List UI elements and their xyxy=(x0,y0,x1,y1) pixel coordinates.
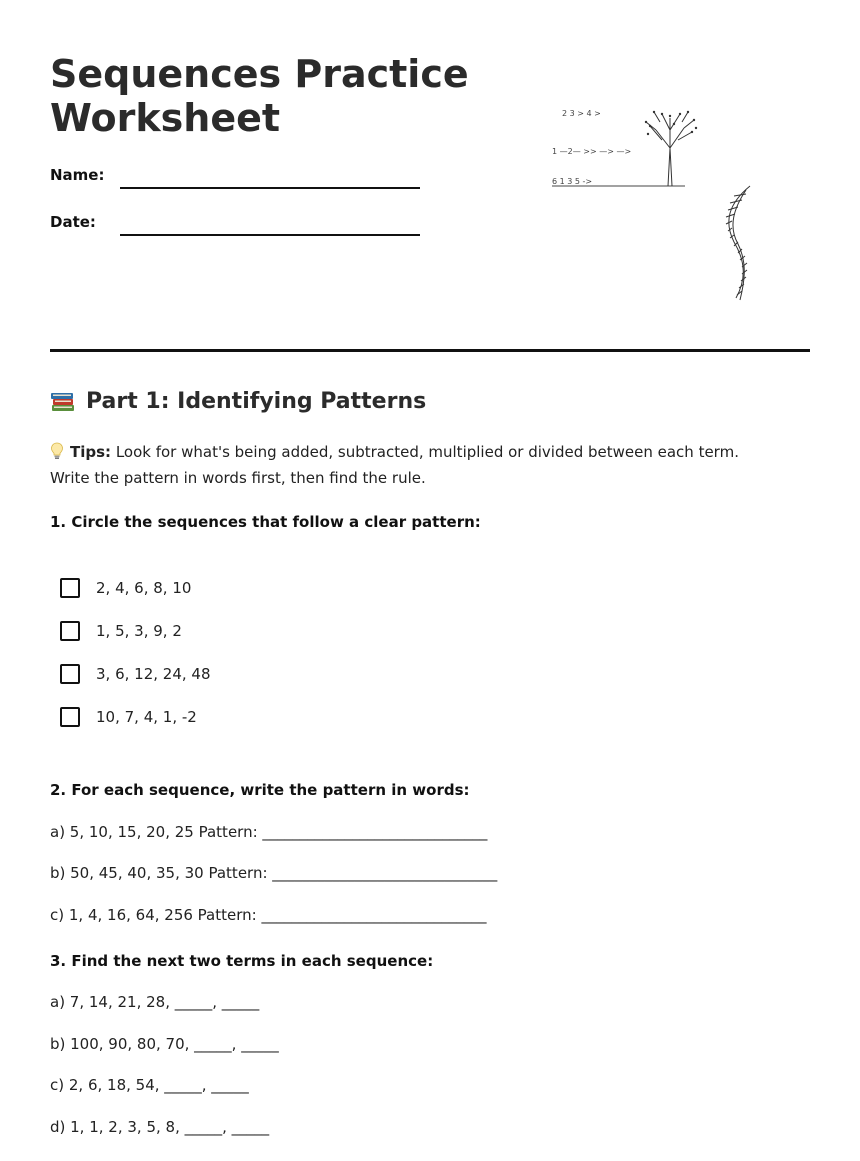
option-row[interactable] xyxy=(60,576,191,600)
option-checkbox[interactable] xyxy=(60,664,80,684)
question-2-item[interactable]: a) 5, 10, 15, 20, 25 Pattern: ______________________________ xyxy=(50,823,488,841)
question-2-item[interactable]: c) 1, 4, 16, 64, 256 Pattern: ______________________________ xyxy=(50,906,487,924)
option-row[interactable] xyxy=(60,705,197,729)
question-3-prompt: 3. Find the next two terms in each sequence: xyxy=(50,952,434,970)
question-1-prompt: 1. Circle the sequences that follow a clear pattern: xyxy=(50,513,481,531)
books-icon xyxy=(50,388,76,414)
header-divider xyxy=(50,349,810,352)
question-3-item[interactable]: b) 100, 90, 80, 70, _____, _____ xyxy=(50,1035,279,1053)
page-title: Sequences Practice Worksheet xyxy=(50,52,469,140)
hero-seq-row3: 6 1 3 5 -> xyxy=(552,177,593,186)
question-3-item[interactable]: a) 7, 14, 21, 28, _____, _____ xyxy=(50,993,260,1011)
tips-text: Look for what's being added, subtracted, multiplied or divided between each term. Write the pattern in words first, then find the rule. xyxy=(50,443,739,487)
date-line[interactable] xyxy=(120,234,420,236)
hero-seq-row1: 2 3 > 4 > xyxy=(562,109,601,118)
lightbulb-icon xyxy=(50,442,64,460)
option-row[interactable] xyxy=(60,619,182,643)
option-checkbox[interactable] xyxy=(60,621,80,641)
tree-icon xyxy=(645,111,697,186)
name-label: Name: xyxy=(50,166,105,184)
question-3-item[interactable]: d) 1, 1, 2, 3, 5, 8, _____, _____ xyxy=(50,1118,270,1136)
part1-title: Part 1: Identifying Patterns xyxy=(86,388,427,414)
sequences-sketch-illustration xyxy=(550,100,770,310)
question-2-prompt: 2. For each sequence, write the pattern in words: xyxy=(50,781,470,799)
worksheet-page xyxy=(50,0,810,1161)
question-2-item[interactable]: b) 50, 45, 40, 35, 30 Pattern: ______________________________ xyxy=(50,864,498,882)
option-label: 3, 6, 12, 24, 48 xyxy=(96,665,211,683)
option-checkbox[interactable] xyxy=(60,707,80,727)
option-label: 10, 7, 4, 1, -2 xyxy=(96,708,197,726)
tips-paragraph xyxy=(50,439,780,491)
date-label: Date: xyxy=(50,213,96,231)
option-label: 1, 5, 3, 9, 2 xyxy=(96,622,182,640)
question-3-item[interactable]: c) 2, 6, 18, 54, _____, _____ xyxy=(50,1076,249,1094)
option-row[interactable] xyxy=(60,662,211,686)
option-checkbox[interactable] xyxy=(60,578,80,598)
part1-heading xyxy=(50,388,426,414)
hero-seq-row2: 1 —2— >> —> —> xyxy=(552,147,632,156)
name-line[interactable] xyxy=(120,187,420,189)
tips-label: Tips: xyxy=(70,443,112,461)
option-label: 2, 4, 6, 8, 10 xyxy=(96,579,192,597)
dna-helix-icon xyxy=(726,186,750,300)
